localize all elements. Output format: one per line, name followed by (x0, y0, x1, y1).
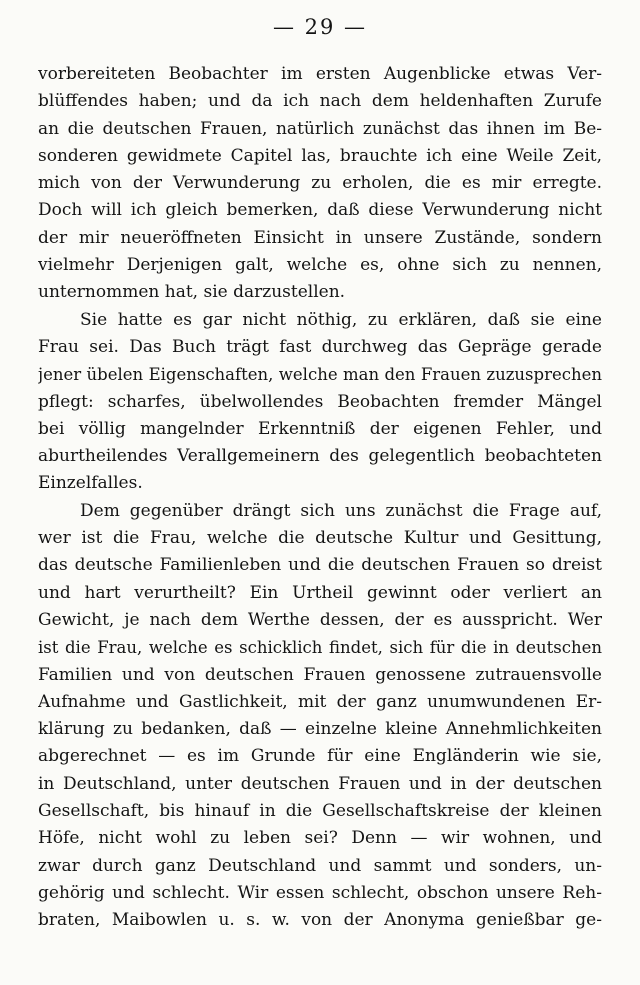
text-line: Familien und von deutschen Frauen genossene zutrauensvolle (38, 664, 602, 685)
text-line: zwar durch ganz Deutschland und sammt und sonders, un- (38, 855, 602, 876)
page-number: — 29 — (272, 15, 368, 39)
text-line: wer ist die Frau, welche die deutsche Kultur und Gesittung, (38, 528, 602, 549)
text-line: Gewicht, je nach dem Werthe dessen, der es ausspricht. Wer (38, 609, 602, 630)
text-line: Aufnahme und Gastlichkeit, mit der ganz unumwundenen Er- (38, 691, 602, 712)
text-line: jener übelen Eigenschaften, welche man den Frauen zuzusprechen (38, 365, 602, 385)
text-line: Einzelfalles. (38, 473, 143, 494)
text-line: ist die Frau, welche es schicklich findet, sich für die in deutschen (38, 638, 602, 658)
page-body (38, 61, 602, 935)
text-line: und hart verurtheilt? Ein Urtheil gewinnt oder verliert an (38, 582, 602, 603)
text-line: mich von der Verwunderung zu erholen, die es mir erregte. (38, 173, 602, 194)
text-line: das deutsche Familienleben und die deutschen Frauen so dreist (38, 555, 602, 576)
text-line: blüffendes haben; und da ich nach dem heldenhaften Zurufe (38, 91, 602, 112)
text-line: gehörig und schlecht. Wir essen schlecht, obschon unsere Reh- (38, 882, 602, 903)
text-line: Frau sei. Das Buch trägt fast durchweg das Gepräge gerade (38, 336, 602, 357)
text-line: Gesellschaft, bis hinauf in die Gesellschaftskreise der kleinen (38, 801, 602, 822)
text-line: Doch will ich gleich bemerken, daß diese Verwunderung nicht (38, 200, 602, 221)
text-line: vielmehr Derjenigen galt, welche es, ohne sich zu nennen, (38, 255, 602, 276)
text-line: klärung zu bedanken, daß — einzelne kleine Annehmlichkeiten (38, 719, 602, 740)
text-line: vorbereiteten Beobachter im ersten Augenblicke etwas Ver- (38, 64, 602, 84)
text-line: der mir neueröffneten Einsicht in unsere Zustände, sondern (38, 227, 602, 248)
text-line: an die deutschen Frauen, natürlich zunächst das ihnen im Be- (38, 118, 602, 139)
text-line: braten, Maibowlen u. s. w. von der Anonyma genießbar ge- (38, 910, 602, 931)
paragraph-start: Sie hatte es gar nicht nöthig, zu erklären, daß sie eine (80, 309, 602, 330)
text-line: in Deutschland, unter deutschen Frauen und in der deutschen (38, 773, 602, 794)
text-line: pflegt: scharfes, übelwollendes Beobachten fremder Mängel (38, 391, 602, 412)
text-line: Höfe, nicht wohl zu leben sei? Denn — wir wohnen, und (38, 828, 602, 849)
text-line: bei völlig mangelnder Erkenntniß der eigenen Fehler, und (38, 418, 602, 439)
text-line: unternommen hat, sie darzustellen. (38, 282, 346, 303)
paragraph-start: Dem gegenüber drängt sich uns zunächst die Frage auf, (80, 500, 602, 521)
text-line: aburtheilendes Verallgemeinern des gelegentlich beobachteten (38, 446, 602, 467)
text-line: sonderen gewidmete Capitel las, brauchte ich eine Weile Zeit, (38, 145, 602, 166)
text-line: abgerechnet — es im Grunde für eine Engländerin wie sie, (38, 746, 602, 767)
